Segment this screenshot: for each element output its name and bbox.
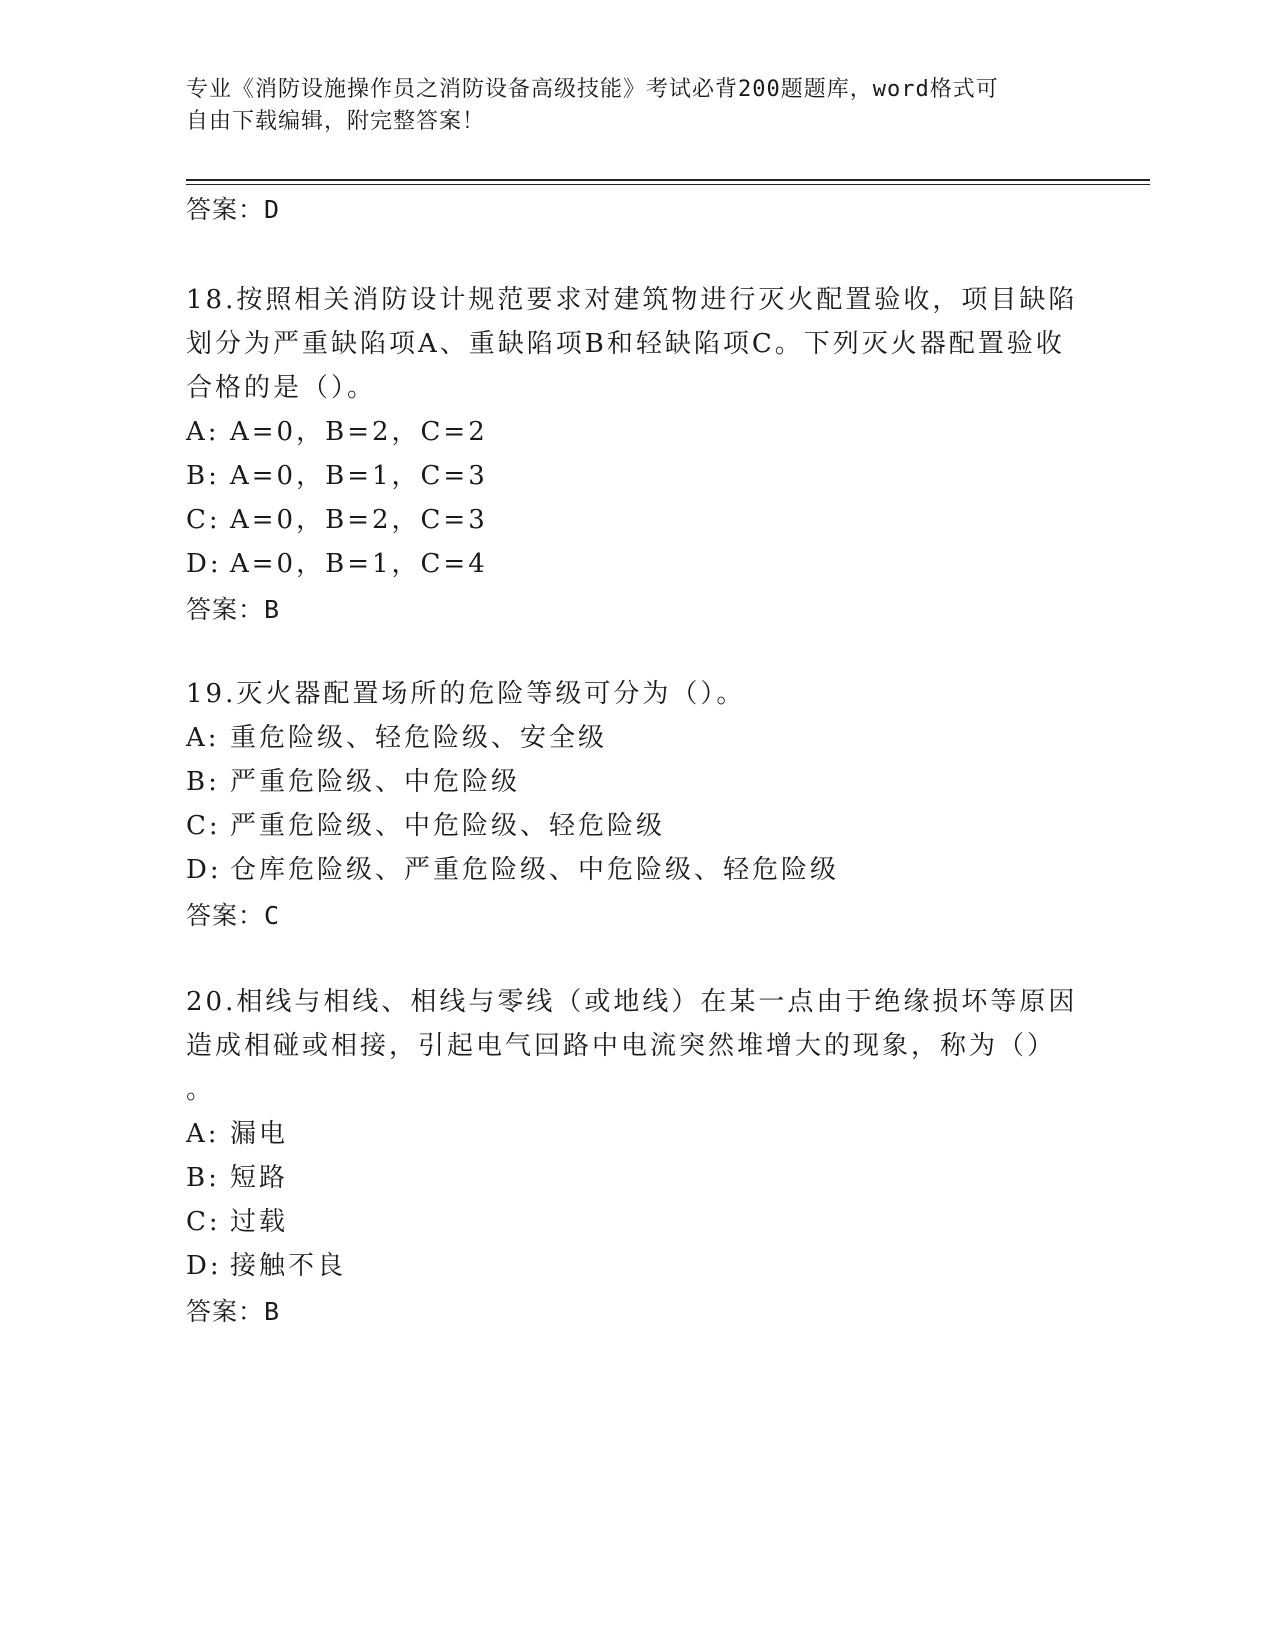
q20-line-1: 20.相线与相线、相线与零线（或地线）在某一点由于绝缘损坏等原因 (186, 987, 1078, 1017)
q19-option-a (186, 720, 607, 756)
document-header (186, 74, 1066, 138)
q19-option-c (186, 808, 665, 844)
header-rule-thin (186, 184, 1150, 185)
q18-answer: 答案：B (186, 595, 281, 624)
option-text: 接触不良 (230, 1251, 347, 1281)
q19-option-b (186, 764, 520, 800)
q18-option-c (186, 502, 488, 538)
q20-option-d (186, 1248, 346, 1284)
option-label: A: (186, 1119, 220, 1149)
option-text: A=0，B=1，C=4 (230, 549, 488, 579)
option-text: 严重危险级、中危险级、轻危险级 (230, 811, 666, 841)
option-label: D: (186, 549, 222, 579)
q20-line-2: 造成相碰或相接，引起电气回路中电流突然堆增大的现象，称为（） (186, 1031, 1057, 1061)
q18-line-2: 划分为严重缺陷项A、重缺陷项B和轻缺陷项C。下列灭火器配置验收 (186, 329, 1065, 359)
q20-option-b (186, 1160, 288, 1196)
option-label: C: (186, 505, 221, 535)
option-text: 过载 (230, 1207, 289, 1237)
option-text: 短路 (230, 1163, 289, 1193)
option-label: B: (186, 767, 220, 797)
q18-line-3: 合格的是（）。 (186, 373, 377, 403)
q19-answer: 答案：C (186, 901, 281, 930)
option-label: C: (186, 1207, 221, 1237)
option-label: D: (186, 855, 222, 885)
option-label: A: (186, 417, 220, 447)
option-label: B: (186, 1163, 220, 1193)
q18-option-a (186, 414, 488, 450)
option-text: A=0，B=2，C=3 (230, 505, 488, 535)
q20-line-3: 。 (186, 1075, 216, 1105)
option-label: B: (186, 461, 220, 491)
option-label: A: (186, 723, 220, 753)
q20-option-c (186, 1204, 288, 1240)
q20-option-a (186, 1116, 288, 1152)
answer-prev: 答案：D (186, 195, 281, 224)
option-text: 严重危险级、中危险级 (230, 767, 521, 797)
q18-option-d (186, 546, 488, 582)
option-label: C: (186, 811, 221, 841)
q20-answer: 答案：B (186, 1297, 281, 1326)
option-text: 漏电 (230, 1119, 289, 1149)
q19-option-d (186, 852, 839, 888)
option-text: 重危险级、轻危险级、安全级 (230, 723, 608, 753)
header-rule-thick (186, 179, 1150, 181)
header-line-2: 自由下载编辑，附完整答案！ (186, 109, 486, 134)
option-label: D: (186, 1251, 222, 1281)
option-text: A=0，B=1，C=3 (230, 461, 488, 491)
q18-line-1: 18.按照相关消防设计规范要求对建筑物进行灭火配置验收，项目缺陷 (186, 285, 1078, 315)
option-text: 仓库危险级、严重危险级、中危险级、轻危险级 (230, 855, 840, 885)
header-line-1: 专业《消防设施操作员之消防设备高级技能》考试必背200题题库，word格式可 (186, 77, 999, 102)
q19-line-1: 19.灭火器配置场所的危险等级可分为（）。 (186, 679, 746, 709)
option-text: A=0，B=2，C=2 (230, 417, 488, 447)
q18-option-b (186, 458, 488, 494)
